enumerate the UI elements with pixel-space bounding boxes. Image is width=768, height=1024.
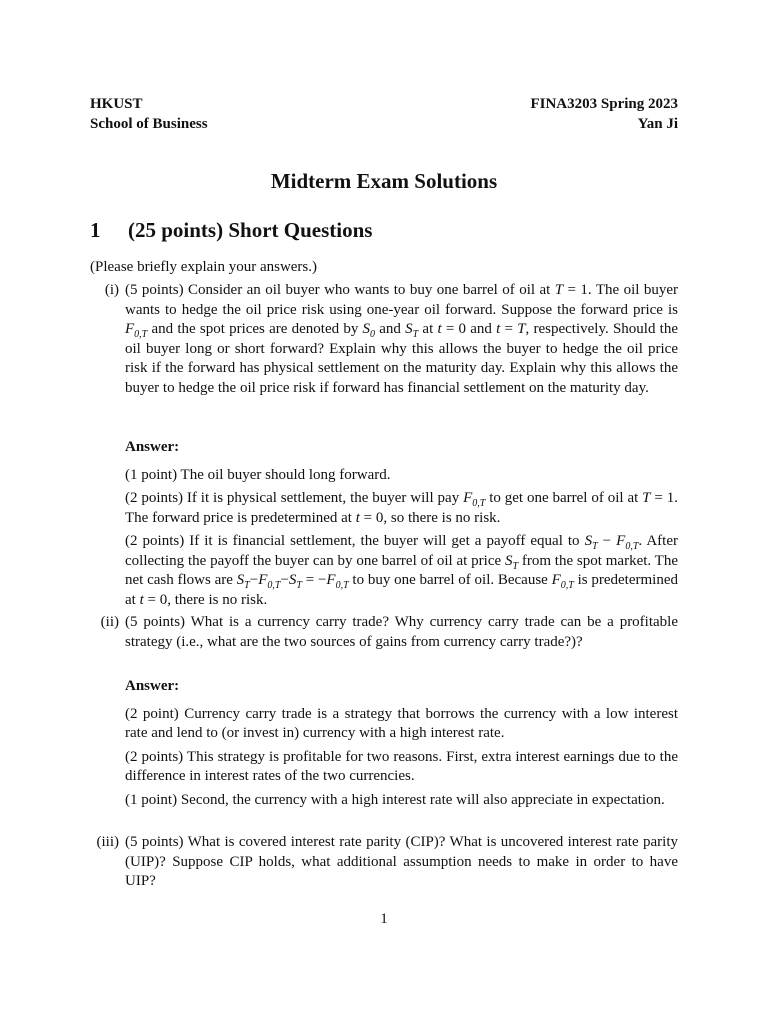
answer-i (125, 438, 678, 614)
section-title: (25 points) Short Questions (128, 218, 373, 242)
question-iii: (iii) (5 points) What is covered interest rate parity (CIP)? What is uncovered interest rate parity (UIP)? Suppose CIP holds, what additional assumption needs to make in order to have UIP? (125, 833, 678, 892)
answer-item: (2 point) Currency carry trade is a strategy that borrows the currency with a low interest rate and lend to (or invest in) currency with a high interest rate. (125, 705, 678, 741)
document-title: Midterm Exam Solutions (270, 169, 498, 193)
answer-item: (2 points) If it is financial settlement, the buyer will get a payoff equal to $S_T - F_{0,T}$. After collecting the payoff the buyer can by one barrel of oil at price $S_T$ from the spot market. The net cash flows are $S_T-F_{0,T}-S_T = -F_{0,T}$ to buy one barrel of oil. Because $F_{0,T}$ is predetermined at t = 0, there is no risk. (125, 533, 679, 608)
answer-ii (125, 677, 678, 814)
question-ii: (ii) (5 points) What is a currency carry trade? Why currency carry trade can be a profitable strategy (i.e., what are the two sources of gains from currency carry trade?)? (125, 613, 678, 652)
instruction-text: (Please briefly explain your answers.) (90, 259, 318, 275)
header-right (530, 94, 678, 134)
school: School of Business (90, 116, 208, 132)
answer-item: (2 points) If it is physical settlement, the buyer will pay $F_{0,T}$ to get one barrel of oil at T = 1. The forward price is predetermined at t = 0, so there is no risk. (125, 490, 678, 526)
question-marker: (iii) (96, 834, 119, 850)
question-i: (i) (5 points) Consider an oil buyer who wants to buy one barrel of oil at T = 1. The oil buyer wants to hedge the oil price risk using one-year oil forward. Suppose the forward price is $F_{0,T}$ and the spot prices are denoted by $S_0$ and $S_T$ at t = 0 and t = T, respectively. Should the oil buyer long or short forward? Explain why this allows the buyer to hedge the oil price risk if the forward has physical settlement on the maturity day. Explain why this allows the buyer to hedge the oil price risk if forward has financial settlement on the maturity day. (125, 281, 678, 398)
question-marker: (ii) (100, 614, 119, 630)
section-heading (90, 216, 372, 244)
answer-label: Answer: (125, 439, 180, 455)
instructor: Yan Ji (637, 116, 678, 132)
header-left (90, 94, 208, 134)
institution: HKUST (90, 96, 143, 112)
page-number: 1 (380, 911, 388, 927)
answer-item: (2 points) This strategy is profitable for two reasons. First, extra interest earnings due to the difference in interest rates of the two currencies. (125, 748, 678, 784)
answer-item: (1 point) The oil buyer should long forward. (125, 466, 391, 483)
course: FINA3203 Spring 2023 (530, 96, 678, 112)
question-marker: (i) (104, 282, 119, 298)
answer-item: (1 point) Second, the currency with a high interest rate will also appreciate in expectation. (125, 791, 665, 808)
answer-label: Answer: (125, 678, 180, 694)
section-number: 1 (90, 218, 101, 242)
